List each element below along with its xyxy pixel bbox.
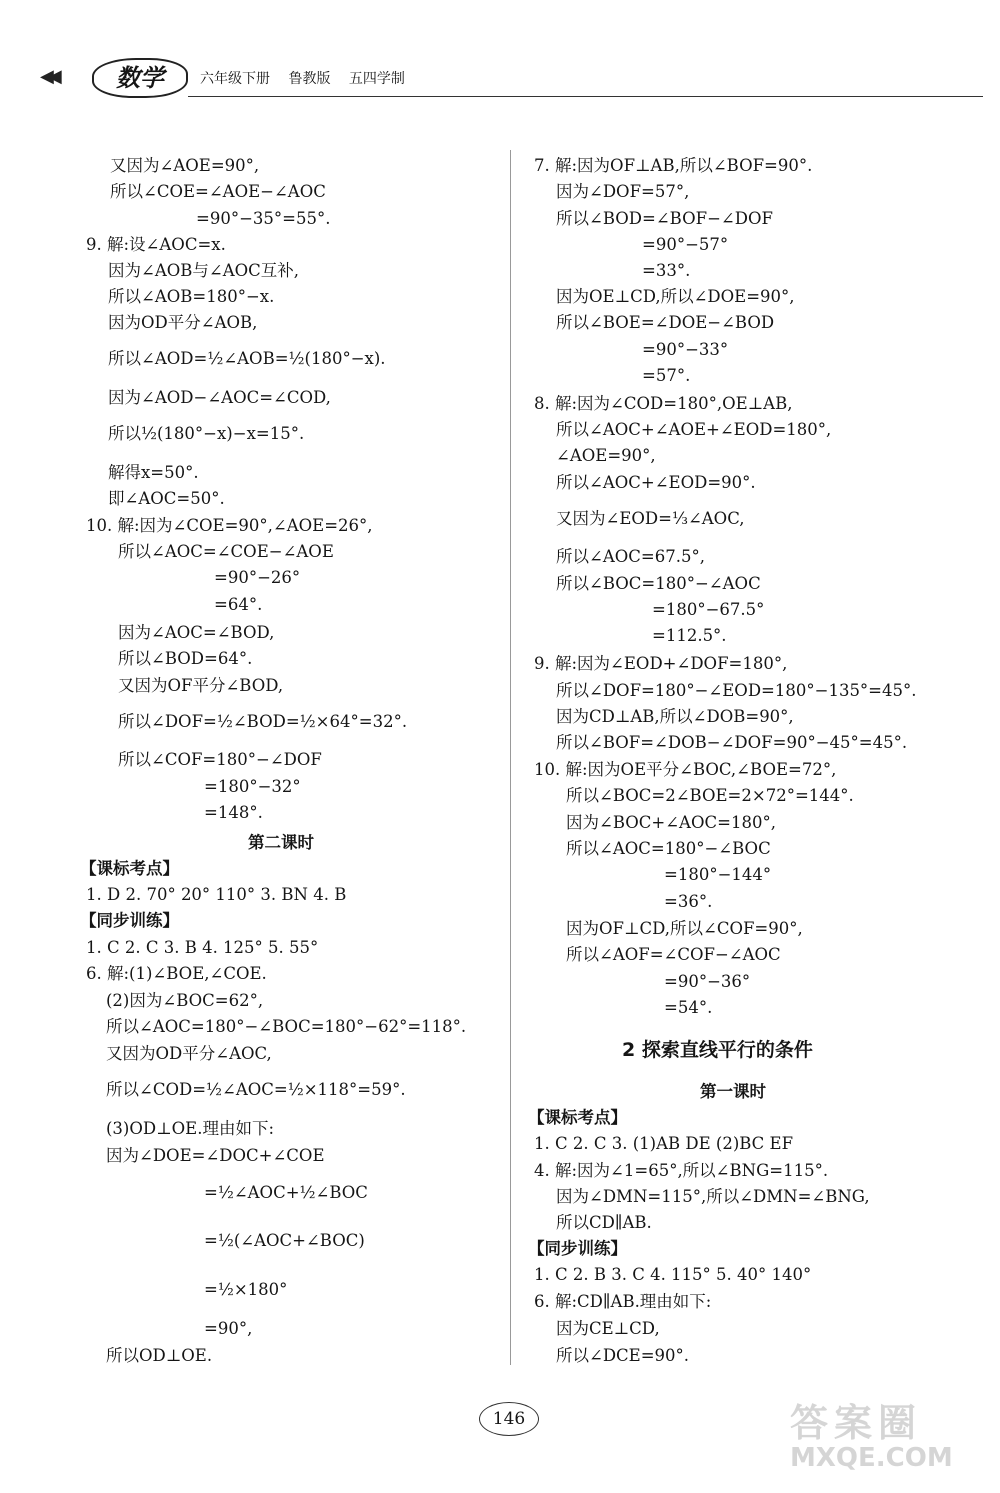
text-line: =½(∠AOC+∠BOC) — [204, 1231, 365, 1250]
text-line: 所以∠AOD=½∠AOB=½(180°−x). — [108, 349, 386, 368]
text-line: 所以∠DOF=180°−∠EOD=180°−135°=45°. — [556, 681, 917, 700]
text-line: 所以∠AOC+∠AOE+∠EOD=180°, — [556, 420, 832, 439]
text-line: =57°. — [642, 366, 691, 385]
text-line: 1. D 2. 70° 20° 110° 3. BN 4. B — [86, 885, 347, 904]
page-number: 146 — [479, 1402, 539, 1436]
text-line: 因为OF⊥CD,所以∠COF=90°, — [566, 919, 803, 938]
arrow-icon: ◀◀ — [40, 66, 56, 87]
text-line: =90°−35°=55°. — [196, 209, 331, 228]
text-line: 所以CD∥AB. — [556, 1213, 652, 1232]
text-line: 6. 解:CD∥AB.理由如下: — [534, 1292, 712, 1311]
chapter-title: 2 探索直线平行的条件 — [622, 1039, 813, 1061]
section-label: 【课标考点】 — [528, 1108, 627, 1127]
text-line: 所以∠BOD=∠BOF−∠DOF — [556, 209, 773, 228]
header-info — [200, 68, 419, 88]
section-label: 【同步训练】 — [528, 1239, 627, 1258]
text-line: 6. 解:(1)∠BOE,∠COE. — [86, 964, 267, 983]
text-line: 所以∠COE=∠AOE−∠AOC — [110, 182, 326, 201]
text-line: 所以∠AOC=180°−∠BOC — [566, 839, 771, 858]
section-label: 【同步训练】 — [80, 911, 179, 930]
text-line: 因为OD平分∠AOB, — [108, 313, 258, 332]
header-system: 五四学制 — [348, 71, 405, 87]
text-line: 所以∠COF=180°−∠DOF — [118, 750, 322, 769]
text-line: 因为∠BOC+∠AOC=180°, — [566, 813, 776, 832]
text-line: =90°−36° — [664, 972, 751, 991]
text-line: 所以∠BOC=180°−∠AOC — [556, 574, 761, 593]
text-line: 所以∠BOE=∠DOE−∠BOD — [556, 313, 775, 332]
text-line: =54°. — [664, 998, 713, 1017]
header-grade: 六年级下册 — [200, 71, 270, 87]
text-line: 9. 解:设∠AOC=x. — [86, 235, 226, 254]
text-line: 所以OD⊥OE. — [106, 1346, 213, 1365]
text-line: 因为∠AOD−∠AOC=∠COD, — [108, 388, 331, 407]
watermark-url: MXQE.COM — [790, 1443, 953, 1473]
text-line: 因为∠AOC=∠BOD, — [118, 623, 275, 642]
text-line: (2)因为∠BOC=62°, — [106, 991, 264, 1010]
text-line: 8. 解:因为∠COD=180°,OE⊥AB, — [534, 394, 793, 413]
text-line: 4. 解:因为∠1=65°,所以∠BNG=115°. — [534, 1161, 829, 1180]
text-line: 9. 解:因为∠EOD+∠DOF=180°, — [534, 654, 788, 673]
watermark — [790, 1392, 990, 1492]
text-line: 所以∠AOC+∠EOD=90°. — [556, 473, 756, 492]
text-line: =90°−26° — [214, 568, 301, 587]
text-line: =36°. — [664, 892, 713, 911]
text-line: 因为CE⊥CD, — [556, 1319, 660, 1338]
text-line: =90°−33° — [642, 340, 729, 359]
text-line: (3)OD⊥OE.理由如下: — [106, 1119, 275, 1138]
header-edition: 鲁教版 — [288, 71, 331, 87]
watermark-logo: 答案圈 — [790, 1401, 923, 1445]
section-heading: 第二课时 — [248, 833, 314, 852]
text-line: =½∠AOC+½∠BOC — [204, 1183, 368, 1202]
text-line: 所以∠BOC=2∠BOE=2×72°=144°. — [566, 786, 854, 805]
text-line: 因为∠DOF=57°, — [556, 182, 690, 201]
text-line: 因为CD⊥AB,所以∠DOB=90°, — [556, 707, 794, 726]
text-line: =180°−144° — [664, 865, 772, 884]
section-heading: 第一课时 — [700, 1082, 766, 1101]
text-line: =148°. — [204, 803, 263, 822]
subject-logo: 数学 — [92, 58, 188, 98]
text-line: 所以∠AOC=180°−∠BOC=180°−62°=118°. — [106, 1017, 467, 1036]
text-line: 10. 解:因为OE平分∠BOC,∠BOE=72°, — [534, 760, 837, 779]
section-label: 【课标考点】 — [80, 859, 179, 878]
text-line: 又因为∠EOD=⅓∠AOC, — [556, 509, 745, 528]
text-line: 又因为∠AOE=90°, — [110, 156, 260, 175]
header-rule — [188, 96, 983, 97]
text-line: =64°. — [214, 595, 263, 614]
text-line: 因为∠AOB与∠AOC互补, — [108, 261, 300, 280]
text-line: 解得x=50°. — [108, 463, 199, 482]
text-line: =90°−57° — [642, 235, 729, 254]
text-line: 所以∠BOD=64°. — [118, 649, 253, 668]
text-line: 所以∠DCE=90°. — [556, 1346, 690, 1365]
text-line: ∠AOE=90°, — [556, 446, 656, 465]
text-line: 10. 解:因为∠COE=90°,∠AOE=26°, — [86, 516, 373, 535]
text-line: 1. C 2. C 3. (1)AB DE (2)BC EF — [534, 1134, 794, 1153]
text-line: =33°. — [642, 261, 691, 280]
text-line: 因为∠DMN=115°,所以∠DMN=∠BNG, — [556, 1187, 870, 1206]
text-line: 又因为OD平分∠AOC, — [106, 1044, 272, 1063]
text-line: 1. C 2. B 3. C 4. 115° 5. 40° 140° — [534, 1265, 812, 1284]
column-divider — [510, 150, 511, 1365]
text-line: =180°−67.5° — [652, 600, 765, 619]
text-line: 所以∠AOF=∠COF−∠AOC — [566, 945, 781, 964]
text-line: =180°−32° — [204, 777, 301, 796]
text-line: 因为∠DOE=∠DOC+∠COE — [106, 1146, 325, 1165]
text-line: 所以∠BOF=∠DOB−∠DOF=90°−45°=45°. — [556, 733, 908, 752]
page-header — [40, 58, 960, 102]
text-line: 1. C 2. C 3. B 4. 125° 5. 55° — [86, 938, 319, 957]
text-line: 即∠AOC=50°. — [108, 489, 225, 508]
text-line: 所以∠AOC=67.5°, — [556, 547, 705, 566]
text-line: 所以∠COD=½∠AOC=½×118°=59°. — [106, 1080, 406, 1099]
text-line: 所以∠DOF=½∠BOD=½×64°=32°. — [118, 712, 408, 731]
text-line: 所以∠AOC=∠COE−∠AOE — [118, 542, 334, 561]
text-line: =112.5°. — [652, 626, 727, 645]
text-line: 所以½(180°−x)−x=15°. — [108, 424, 305, 443]
text-line: 所以∠AOB=180°−x. — [108, 287, 275, 306]
text-line: =½×180° — [204, 1280, 288, 1299]
text-line: 又因为OF平分∠BOD, — [118, 676, 284, 695]
text-line: 因为OE⊥CD,所以∠DOE=90°, — [556, 287, 795, 306]
text-line: =90°, — [204, 1319, 253, 1338]
text-line: 7. 解:因为OF⊥AB,所以∠BOF=90°. — [534, 156, 813, 175]
